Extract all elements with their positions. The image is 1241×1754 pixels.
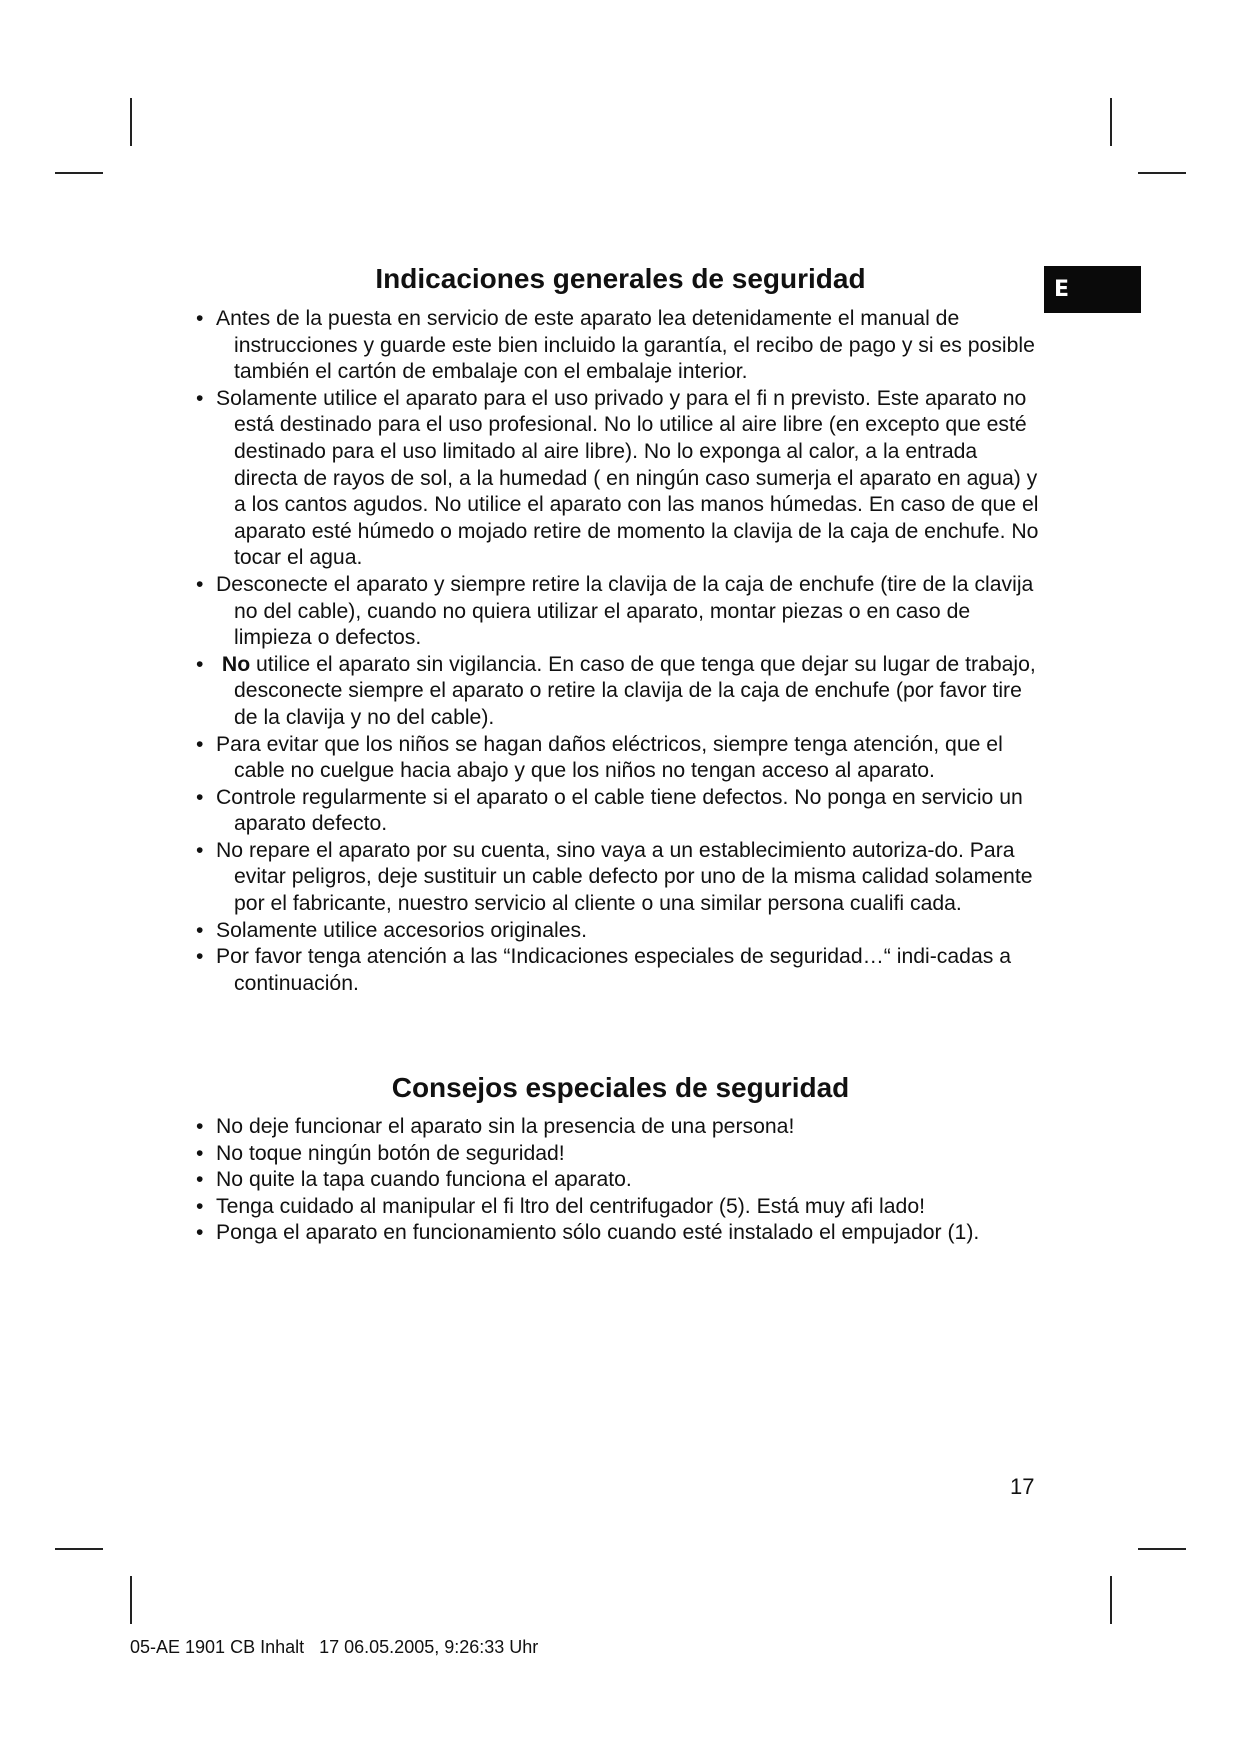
bullet-icon: • xyxy=(196,1141,204,1165)
list-item-text: Antes de la puesta en servicio de este aparato lea detenidamente el manual de instrucciones y guarde este bien incluido la garantía, el recibo de pago y si es posible también el cartón de embalaje con el embalaje interior. xyxy=(216,307,1035,384)
list-item-text: No repare el aparato por su cuenta, sino vaya a un establecimiento autoriza-do. Para evitar peligros, deje sustituir un cable defecto por uno de la misma calidad solamente por el fabricante, nuestro servicio al cliente o una similar persona cualifi cada. xyxy=(216,838,1033,916)
list-item xyxy=(196,572,1044,652)
section-title-special-safety: Consejos especiales de seguridad xyxy=(391,1072,850,1103)
list-item xyxy=(196,1220,1044,1247)
section-title-general-safety: Indicaciones generales de seguridad xyxy=(375,263,866,294)
list-item xyxy=(196,918,1044,945)
language-tab: E xyxy=(1044,266,1141,313)
list-item xyxy=(196,1114,1044,1141)
list-item-text: utilice el aparato sin vigilancia. En caso de que tenga que dejar su lugar de trabajo, desconecte siempre el aparato o retire la clavija de la caja de enchufe (por favor tire de la clavija y no del cable). xyxy=(234,652,1036,729)
bullet-icon: • xyxy=(196,1115,204,1138)
bullet-icon: • xyxy=(196,838,204,862)
crop-mark-bottom-right-horizontal xyxy=(1138,1548,1186,1550)
bullet-icon: • xyxy=(196,732,204,756)
list-item xyxy=(196,1194,1044,1221)
crop-mark-top-left-horizontal xyxy=(55,172,103,174)
list-item xyxy=(196,732,1044,785)
crop-mark-bottom-left-vertical xyxy=(130,1576,132,1624)
list-item-text: Desconecte el aparato y siempre retire la clavija de la caja de enchufe (tire de la clavija no del cable), cuando no quiera utilizar el aparato, montar piezas o en caso de limpieza o defectos. xyxy=(216,572,1034,650)
list-item-text: Por favor tenga atención a las “Indicaciones especiales de seguridad…“ indi-cadas a continuación. xyxy=(216,945,1011,995)
list-item-text: No toque ningún botón de seguridad! xyxy=(216,1141,565,1165)
bullet-icon: • xyxy=(196,785,204,809)
list-item xyxy=(196,652,1044,732)
bullet-icon: • xyxy=(196,1168,204,1192)
special-safety-list xyxy=(196,1114,1044,1247)
bullet-icon: • xyxy=(196,386,204,410)
bullet-icon: • xyxy=(196,572,204,596)
list-item-text: Tenga cuidado al manipular el fi ltro del centrifugador (5). Está muy afi lado! xyxy=(216,1194,925,1218)
bullet-icon: • xyxy=(196,1221,204,1245)
bullet-icon: • xyxy=(196,1194,204,1218)
bullet-icon: • xyxy=(196,918,204,942)
list-item-text: Controle regularmente si el aparato o el cable tiene defectos. No ponga en servicio un aparato defecto. xyxy=(216,785,1023,836)
bullet-icon: • xyxy=(196,945,204,969)
print-footer: 05-AE 1901 CB Inhalt 17 06.05.2005, 9:26:33 Uhr xyxy=(130,1637,539,1657)
page-number: 17 xyxy=(1010,1474,1035,1499)
list-item xyxy=(196,386,1044,572)
list-item xyxy=(196,1141,1044,1168)
crop-mark-top-left-vertical xyxy=(130,98,132,146)
list-item-text: No quite la tapa cuando funciona el aparato. xyxy=(216,1168,632,1192)
list-item-emphasis: No xyxy=(221,652,251,676)
list-item-text: No deje funcionar el aparato sin la presencia de una persona! xyxy=(216,1115,795,1138)
list-item-text: Solamente utilice accesorios originales. xyxy=(216,918,587,942)
list-item xyxy=(196,944,1044,997)
list-item-text: Solamente utilice el aparato para el uso privado y para el fi n previsto. Este aparato no está destinado para el uso profesional. No lo utilice al aire libre (en excepto que esté destinado para el uso limitado al aire libre). No lo exponga al calor, a la entrada directa de rayos de sol, a la humedad ( en ningún caso sumerja el aparato en agua) y a los cantos agudos. No utilice el aparato con las manos húmedas. En caso de que el aparato esté húmedo o mojado retire de momento la clavija de la caja de enchufe. No tocar el agua. xyxy=(216,386,1039,570)
crop-mark-bottom-right-vertical xyxy=(1110,1576,1112,1624)
bullet-icon: • xyxy=(196,652,204,676)
crop-mark-bottom-left-horizontal xyxy=(55,1548,103,1550)
crop-mark-top-right-horizontal xyxy=(1138,172,1186,174)
list-item-text: Ponga el aparato en funcionamiento sólo cuando esté instalado el empujador (1). xyxy=(216,1221,980,1245)
list-item xyxy=(196,838,1044,918)
general-safety-list xyxy=(196,306,1044,997)
list-item xyxy=(196,785,1044,838)
list-item xyxy=(196,1167,1044,1194)
crop-mark-top-right-vertical xyxy=(1110,98,1112,146)
list-item xyxy=(196,306,1044,386)
bullet-icon: • xyxy=(196,307,204,330)
list-item-text: Para evitar que los niños se hagan daños eléctricos, siempre tenga atención, que el cable no cuelgue hacia abajo y que los niños no tengan acceso al aparato. xyxy=(216,732,1003,783)
